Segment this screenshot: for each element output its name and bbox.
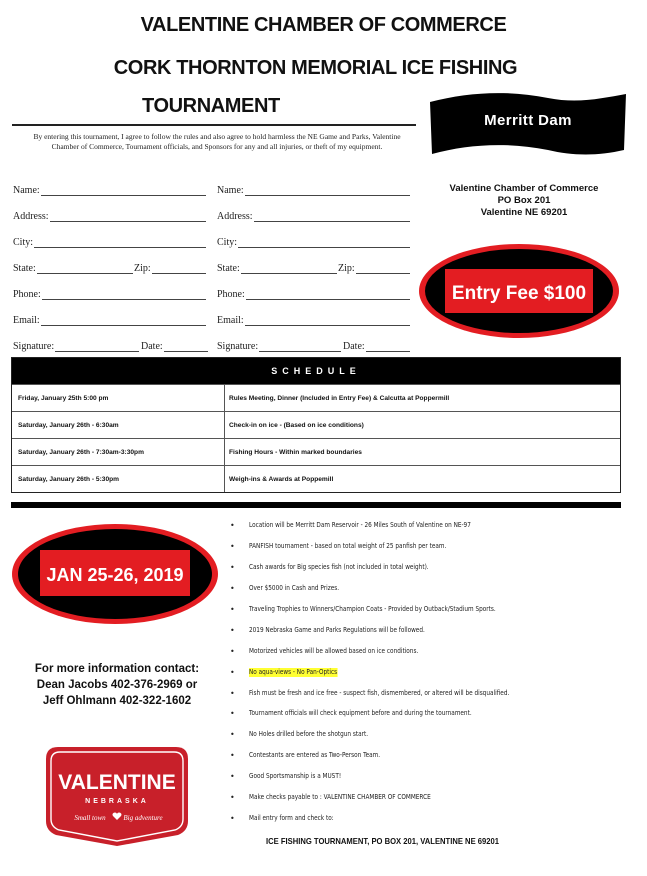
contact-info bbox=[10, 661, 224, 709]
banner-text: Merritt Dam bbox=[484, 112, 572, 129]
address-field-1[interactable]: Address: bbox=[13, 210, 206, 222]
zip-field-2[interactable]: Zip: bbox=[338, 262, 410, 274]
schedule-when: Saturday, January 26th - 6:30am bbox=[12, 412, 225, 438]
contact-person-1: Dean Jacobs 402-376-2969 or bbox=[36, 679, 198, 691]
list-item: • Over $5000 in Cash and Prizes. bbox=[230, 583, 340, 593]
logo-word: VALENTINE bbox=[58, 771, 176, 794]
email-field-1[interactable]: Email: bbox=[13, 314, 206, 326]
schedule-when: Saturday, January 26th - 7:30am-3:30pm bbox=[12, 439, 225, 465]
date-field-2[interactable]: Date: bbox=[343, 340, 410, 352]
schedule-when: Saturday, January 26th - 5:30pm bbox=[12, 466, 225, 492]
contact-heading: For more information contact: bbox=[34, 663, 200, 675]
address-line-2: PO Box 201 bbox=[497, 195, 551, 206]
name-field-1[interactable]: Name: bbox=[13, 184, 206, 196]
schedule-what: Rules Meeting, Dinner (Included in Entry Fee) & Calcutta at Poppermill bbox=[229, 394, 450, 402]
table-row bbox=[12, 438, 620, 465]
address-line-3: Valentine NE 69201 bbox=[480, 207, 568, 218]
city-field-2[interactable]: City: bbox=[217, 236, 410, 248]
list-item: • 2019 Nebraska Game and Parks Regulations will be followed. bbox=[230, 625, 425, 635]
schedule-table bbox=[11, 357, 621, 493]
list-item: • Mail entry form and check to: bbox=[230, 814, 334, 824]
title-line-3: TOURNAMENT bbox=[142, 95, 280, 117]
list-item: • Motorized vehicles will be allowed based on ice conditions. bbox=[230, 646, 419, 656]
table-row bbox=[12, 384, 620, 411]
entry-fee-badge bbox=[417, 242, 621, 340]
logo-tagline-left: Small town bbox=[74, 814, 106, 822]
logo-tagline-right: Big adventure bbox=[123, 814, 163, 822]
list-item: • Tournament officials will check equipment before and during the tournament. bbox=[230, 709, 472, 719]
state-field-2[interactable]: State: bbox=[217, 262, 337, 274]
phone-field-1[interactable]: Phone: bbox=[13, 288, 206, 300]
list-item: • Cash awards for Big species fish (not included in total weight). bbox=[230, 562, 429, 572]
schedule-heading: SCHEDULE bbox=[12, 358, 620, 384]
table-row bbox=[12, 465, 620, 492]
header-divider bbox=[12, 124, 416, 126]
highlighted-rule: No aqua-views - No Pan-Optics bbox=[249, 667, 338, 676]
mailing-address bbox=[424, 183, 624, 219]
schedule-what: Weigh-ins & Awards at Poppemill bbox=[229, 475, 334, 483]
schedule-when: Friday, January 25th 5:00 pm bbox=[12, 385, 225, 411]
schedule-what: Check-in on ice - (Based on ice conditions) bbox=[229, 421, 364, 429]
name-field-2[interactable]: Name: bbox=[217, 184, 410, 196]
list-item: • Traveling Trophies to Winners/Champion Coats - Provided by Outback/Stadium Sports. bbox=[230, 604, 496, 614]
contact-person-2: Jeff Ohlmann 402-322-1602 bbox=[42, 695, 192, 707]
list-item: • Fish must be fresh and ice free - suspect fish, dismembered, or altered will be disqualified. bbox=[230, 688, 510, 698]
mail-to-address: ICE FISHING TOURNAMENT, PO BOX 201, VALENTINE NE 69201 bbox=[266, 836, 500, 846]
list-item: • PANFISH tournament - based on total weight of 25 panfish per team. bbox=[230, 541, 447, 551]
valentine-nebraska-logo bbox=[40, 745, 194, 847]
disclaimer-text: By entering this tournament, I agree to follow the rules and also agree to hold harmless the NE Game and Parks, Valentine Chamber of Commerce, Tournament officials, and Sponsors for any and all injuries, or theft of my equipment. bbox=[33, 132, 401, 151]
dates-text: JAN 25-26, 2019 bbox=[46, 565, 184, 585]
table-row bbox=[12, 411, 620, 438]
list-item: • No aqua-views - No Pan-Optics bbox=[230, 667, 338, 677]
list-item: • Location will be Merritt Dam Reservoir - 26 Miles South of Valentine on NE-97 bbox=[230, 521, 471, 530]
zip-field-1[interactable]: Zip: bbox=[134, 262, 206, 274]
list-item: • No Holes drilled before the shotgun start. bbox=[230, 730, 369, 740]
schedule-what: Fishing Hours - Within marked boundaries bbox=[229, 448, 362, 456]
address-line-1: Valentine Chamber of Commerce bbox=[449, 183, 599, 194]
phone-field-2[interactable]: Phone: bbox=[217, 288, 410, 300]
title-line-2: CORK THORNTON MEMORIAL ICE FISHING bbox=[113, 57, 518, 79]
logo-state: NEBRASKA bbox=[85, 798, 149, 805]
section-divider bbox=[11, 502, 621, 508]
address-field-2[interactable]: Address: bbox=[217, 210, 410, 222]
list-item: • Contestants are entered as Two-Person Team. bbox=[230, 751, 381, 761]
email-field-2[interactable]: Email: bbox=[217, 314, 410, 326]
list-item: • Make checks payable to : VALENTINE CHAMBER OF COMMERCE bbox=[230, 793, 431, 803]
dates-badge bbox=[10, 522, 220, 626]
state-field-1[interactable]: State: bbox=[13, 262, 133, 274]
list-item: • Good Sportsmanship is a MUST! bbox=[230, 772, 342, 782]
signature-field-2[interactable]: Signature: bbox=[217, 340, 341, 352]
rules-list bbox=[230, 521, 640, 835]
entry-fee-text: Entry Fee $100 bbox=[451, 283, 587, 304]
signature-field-1[interactable]: Signature: bbox=[13, 340, 139, 352]
date-field-1[interactable]: Date: bbox=[141, 340, 208, 352]
city-field-1[interactable]: City: bbox=[13, 236, 206, 248]
title-line-1: VALENTINE CHAMBER OF COMMERCE bbox=[140, 14, 507, 36]
